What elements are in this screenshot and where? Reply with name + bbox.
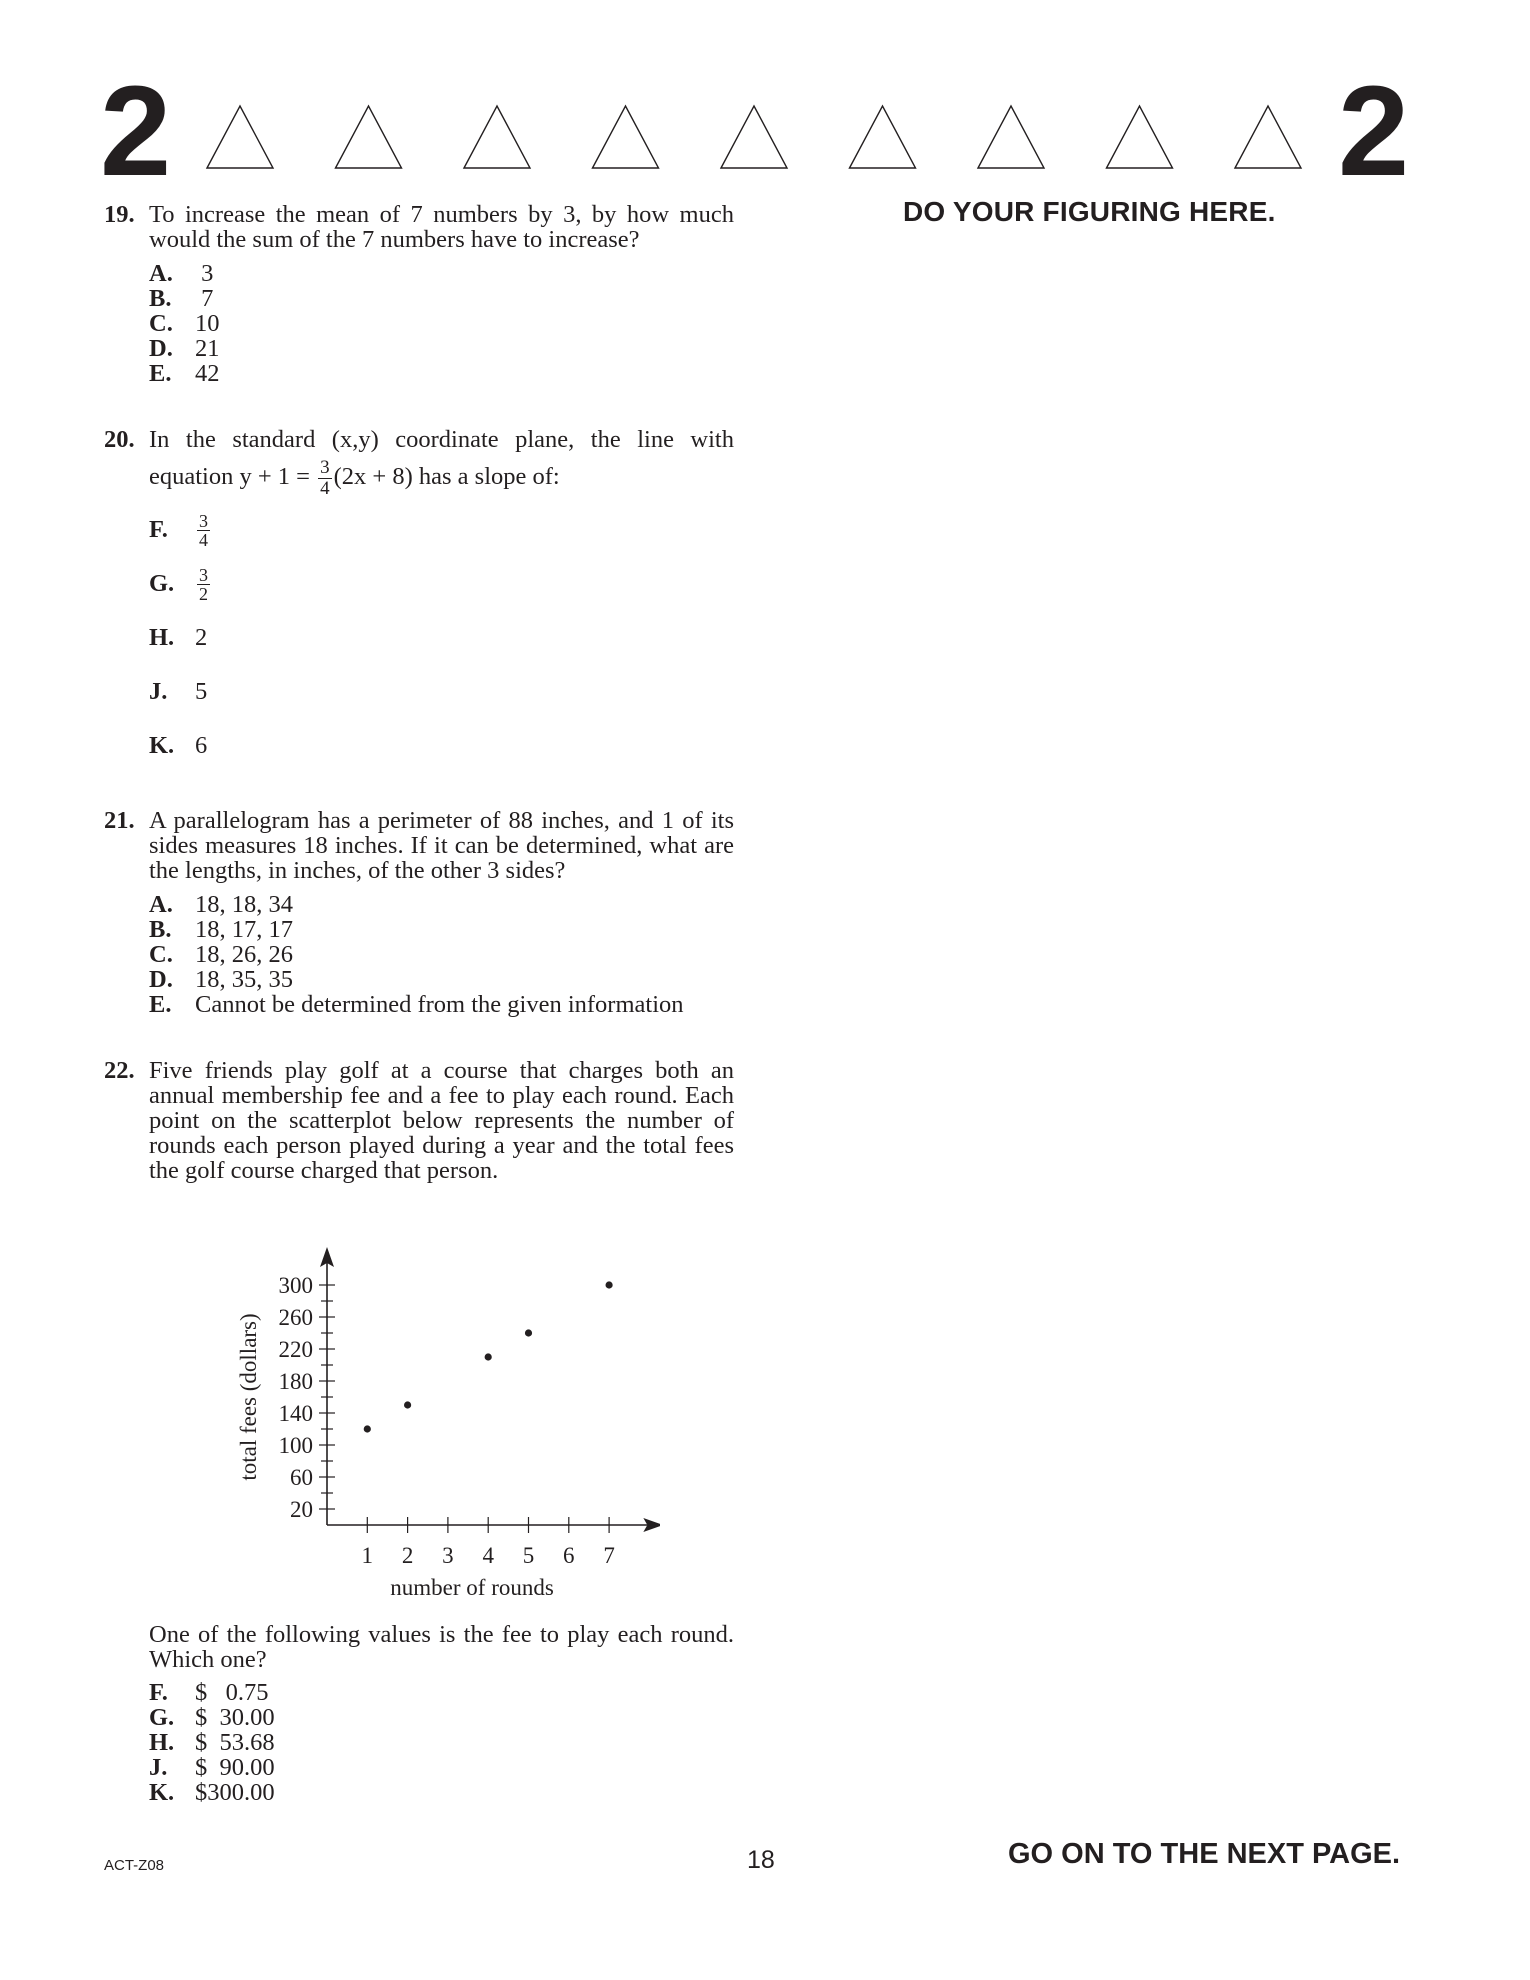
- answer-option-h[interactable]: [149, 611, 734, 665]
- option-letter: K.: [149, 1779, 175, 1806]
- option-value: 42: [195, 360, 220, 387]
- answer-option-e[interactable]: [149, 361, 734, 386]
- option-fraction: [197, 566, 210, 603]
- section-number-right: 2: [1338, 60, 1408, 203]
- question-text: To increase the mean of 7 numbers by 3, by how much would the sum of the 7 numbers have to increase?: [149, 201, 734, 253]
- answer-option-b[interactable]: [149, 286, 734, 311]
- section-number-left: 2: [100, 60, 170, 203]
- x-tick-label: 5: [522, 1543, 535, 1568]
- x-tick-label: 2: [401, 1543, 414, 1568]
- y-tick-label: 260: [278, 1305, 313, 1330]
- question-20: [104, 427, 734, 773]
- option-value: 18, 26, 26: [195, 941, 293, 968]
- option-value: 6: [195, 732, 208, 759]
- answer-option-j[interactable]: [149, 665, 734, 719]
- next-page-notice: GO ON TO THE NEXT PAGE.: [1008, 1838, 1401, 1870]
- option-letter: G.: [149, 1704, 175, 1731]
- option-letter: D.: [149, 966, 173, 993]
- triangle-row: [205, 104, 1325, 170]
- option-letter: E.: [149, 991, 172, 1018]
- option-value: $ 53.68: [195, 1729, 275, 1756]
- equation-fraction: [318, 458, 332, 499]
- option-letter: H.: [149, 1729, 175, 1756]
- option-value: 3: [195, 260, 214, 287]
- question-number: 19.: [104, 201, 135, 228]
- y-tick-label: 60: [290, 1465, 313, 1490]
- answer-options: [149, 261, 734, 386]
- y-tick-label: 100: [278, 1433, 313, 1458]
- triangle-icon: [336, 106, 402, 168]
- form-code: ACT-Z08: [104, 1857, 165, 1874]
- fraction-numerator: 3: [199, 510, 208, 531]
- option-value: 21: [195, 335, 220, 362]
- answer-option-k[interactable]: [149, 1780, 734, 1805]
- answer-option-f[interactable]: [149, 503, 734, 557]
- y-tick-label: 140: [278, 1401, 313, 1426]
- fraction-numerator: 3: [199, 564, 208, 585]
- option-value: $ 90.00: [195, 1754, 275, 1781]
- answer-option-e[interactable]: [149, 992, 734, 1017]
- option-value: 5: [195, 678, 208, 705]
- triangle-icon: [978, 106, 1044, 168]
- option-letter: J.: [149, 1754, 168, 1781]
- answer-option-b[interactable]: [149, 917, 734, 942]
- option-value: 10: [195, 310, 220, 337]
- data-point: [485, 1353, 492, 1360]
- scatterplot: [220, 1180, 660, 1600]
- answer-option-c[interactable]: [149, 942, 734, 967]
- question-19: [104, 202, 734, 386]
- answer-option-c[interactable]: [149, 311, 734, 336]
- answer-option-d[interactable]: [149, 336, 734, 361]
- option-value: $ 0.75: [195, 1679, 269, 1706]
- y-tick-label: 300: [278, 1273, 313, 1298]
- page-number: 18: [747, 1846, 775, 1874]
- option-letter: C.: [149, 941, 173, 968]
- option-letter: G.: [149, 570, 175, 597]
- question-text: Five friends play golf at a course that charges both an annual membership fee and a fee to play each round. Each point on the scatterplot below represents the number of rounds each person played during a year and the total fees the golf course charged that person.: [149, 1057, 734, 1184]
- y-axis-label: total fees (dollars): [236, 1313, 261, 1481]
- x-axis-label: number of rounds: [390, 1575, 554, 1600]
- option-value: 18, 17, 17: [195, 916, 293, 943]
- x-tick-label: 4: [482, 1543, 494, 1568]
- question-text-line1: In the standard (x,y) coordinate plane, the line with: [149, 426, 734, 453]
- option-value: $ 30.00: [195, 1704, 275, 1731]
- option-letter: B.: [149, 916, 172, 943]
- y-tick-label: 180: [278, 1369, 313, 1394]
- triangle-icon: [721, 106, 787, 168]
- question-22-followup: [104, 1622, 734, 1805]
- triangle-icon: [593, 106, 659, 168]
- answer-option-a[interactable]: [149, 261, 734, 286]
- option-letter: A.: [149, 260, 173, 287]
- option-letter: D.: [149, 335, 173, 362]
- option-letter: E.: [149, 360, 172, 387]
- question-22: [104, 1058, 734, 1183]
- y-tick-label: 20: [290, 1497, 313, 1522]
- answer-option-f[interactable]: [149, 1680, 734, 1705]
- data-point: [606, 1281, 613, 1288]
- option-letter: C.: [149, 310, 173, 337]
- x-tick-label: 3: [442, 1543, 454, 1568]
- option-value: 18, 35, 35: [195, 966, 293, 993]
- option-letter: F.: [149, 1679, 168, 1706]
- answer-options: [149, 503, 734, 773]
- fraction-denominator: 2: [199, 583, 208, 604]
- equation-prefix: equation y + 1 =: [149, 463, 317, 491]
- data-point: [364, 1425, 371, 1432]
- figuring-label: DO YOUR FIGURING HERE.: [903, 196, 1276, 227]
- question-number: 20.: [104, 426, 135, 453]
- triangle-icon: [1107, 106, 1173, 168]
- triangle-icon: [1235, 106, 1301, 168]
- fraction-denominator: 4: [320, 478, 330, 499]
- option-value: 2: [195, 624, 208, 651]
- answer-option-h[interactable]: [149, 1730, 734, 1755]
- question-number: 21.: [104, 807, 135, 834]
- question-text: A parallelogram has a perimeter of 88 inches, and 1 of its sides measures 18 inches. If it can be determined, what are the lengths, in inches, of the other 3 sides?: [149, 807, 734, 884]
- answer-option-a[interactable]: [149, 892, 734, 917]
- option-letter: F.: [149, 516, 168, 543]
- question-equation-line: [149, 458, 734, 499]
- option-letter: H.: [149, 624, 175, 651]
- answer-options: [149, 892, 734, 1017]
- data-point: [525, 1329, 532, 1336]
- data-point: [404, 1401, 411, 1408]
- answer-option-g[interactable]: [149, 557, 734, 611]
- option-letter: J.: [149, 678, 168, 705]
- triangle-icon: [464, 106, 530, 168]
- option-value: 7: [195, 285, 214, 312]
- fraction-denominator: 4: [199, 529, 208, 550]
- option-letter: B.: [149, 285, 172, 312]
- x-tick-label: 7: [603, 1543, 615, 1568]
- option-letter: K.: [149, 732, 175, 759]
- equation-suffix: (2x + 8) has a slope of:: [333, 463, 560, 491]
- triangle-icon: [850, 106, 916, 168]
- x-tick-label: 6: [563, 1543, 575, 1568]
- question-number: 22.: [104, 1057, 135, 1084]
- option-value: 18, 18, 34: [195, 891, 293, 918]
- answer-option-d[interactable]: [149, 967, 734, 992]
- answer-options: [149, 1680, 734, 1805]
- x-tick-label: 1: [361, 1543, 374, 1568]
- question-21: [104, 808, 734, 1017]
- followup-text: One of the following values is the fee to play each round. Which one?: [149, 1621, 734, 1673]
- answer-option-g[interactable]: [149, 1705, 734, 1730]
- question-text: [149, 427, 734, 499]
- y-tick-label: 220: [278, 1337, 313, 1362]
- option-fraction: [197, 512, 210, 549]
- triangle-icon: [207, 106, 273, 168]
- option-letter: A.: [149, 891, 173, 918]
- answer-option-j[interactable]: [149, 1755, 734, 1780]
- fraction-numerator: 3: [320, 457, 330, 478]
- option-value: $300.00: [195, 1779, 275, 1806]
- answer-option-k[interactable]: [149, 719, 734, 773]
- option-value: Cannot be determined from the given information: [195, 991, 684, 1018]
